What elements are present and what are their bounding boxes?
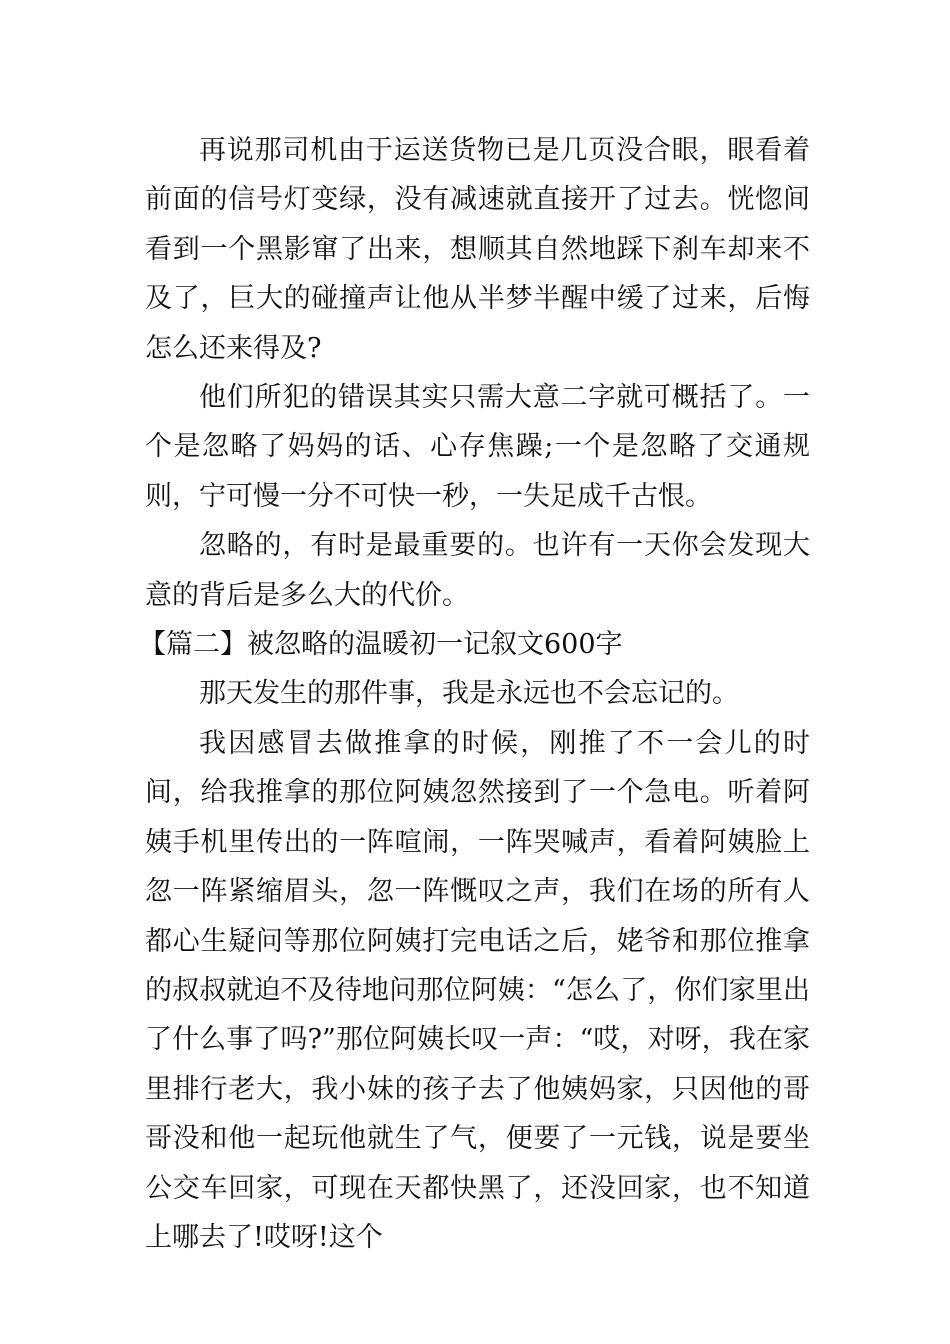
paragraph-story: 我因感冒去做推拿的时候，刚推了不一会儿的时间，给我推拿的那位阿姨忽然接到了一个急电。听着阿姨手机里传出的一阵喧闹，一阵哭喊声，看着阿姨脸上忽一阵紧缩眉头，忽一阵慨叹之声，我们在场的所有人都心生疑问等那位阿姨打完电话之后，姥爷和那位推拿的叔叔就迫不及待地问那位阿姨：“怎么了，你们家里出了什么事了吗?”那位阿姨长叹一声：“哎，对呀，我在家里排行老大，我小妹的孩子去了他姨妈家，只因他的哥哥没和他一起玩他就生了气，便要了一元钱，说是要坐公交车回家，可现在天都快黑了，还没回家，也不知道上哪去了!哎呀!这个 (145, 727, 810, 1253)
paragraph-driver: 再说那司机由于运送货物已是几页没合眼，眼看着前面的信号灯变绿，没有减速就直接开了过去。恍惚间看到一个黑影窜了出来，想顺其自然地踩下刹车却来不及了，巨大的碰撞声让他从半梦半醒中缓了过来，后悔怎么还来得及? (145, 135, 810, 364)
paragraph-intro: 那天发生的那件事，我是永远也不会忘记的。 (199, 678, 739, 710)
section-heading: 【篇二】被忽略的温暖初一记叙文600字 (139, 629, 623, 661)
paragraph-mistakes: 他们所犯的错误其实只需大意二字就可概括了。一个是忽略了妈妈的话、心存焦躁;一个是忽略了交通规则，宁可慢一分不可快一秒，一失足成千古恨。 (145, 382, 810, 512)
paragraph-conclusion: 忽略的，有时是最重要的。也许有一天你会发现大意的背后是多么大的代价。 (145, 530, 810, 611)
document-page (139, 126, 810, 1262)
